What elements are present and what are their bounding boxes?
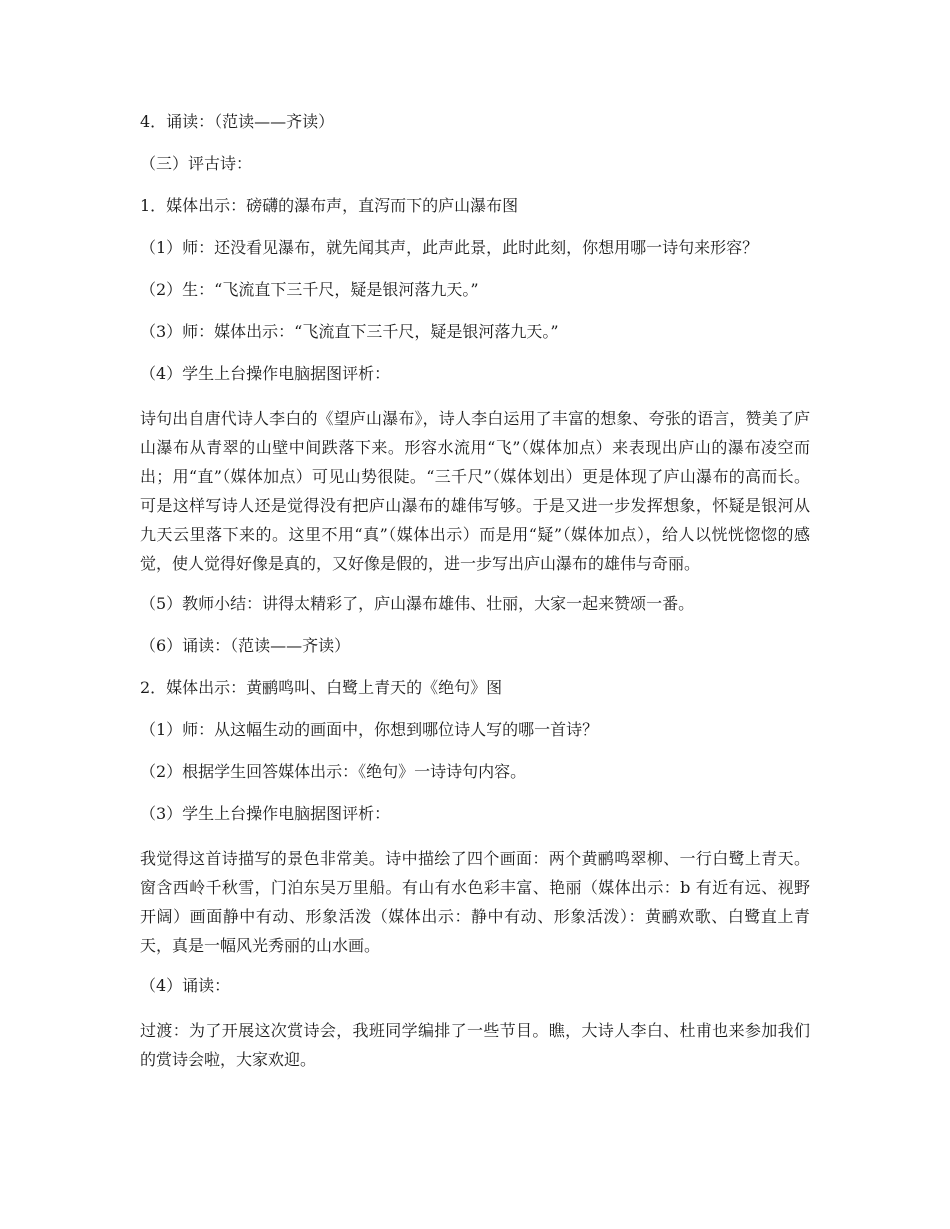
- item-1-6-recite: （6）诵读：（范读——齐读）: [140, 636, 351, 655]
- media-item-1-heading: 1．媒体出示：磅礴的瀑布声，直泻而下的庐山瀑布图: [140, 196, 519, 215]
- item-2-1-teacher-question: （1）师：从这幅生动的画面中，你想到哪位诗人写的哪一首诗？: [140, 720, 599, 739]
- item-1-5-teacher-summary: （5）教师小结：讲得太精彩了，庐山瀑布雄伟、壮丽，大家一起来赞颂一番。: [140, 594, 695, 613]
- item-1-3-teacher-media: （3）师：媒体出示：“飞流直下三千尺，疑是银河落九天。”: [140, 322, 559, 341]
- item-2-4-recite: （4）诵读：: [140, 976, 231, 995]
- section-3-heading: （三）评古诗：: [140, 154, 253, 173]
- transition-paragraph: 过渡：为了开展这次赏诗会，我班同学编排了一些节目。瞧，大诗人李白、杜甫也来参加我们的赏诗会啦，大家欢迎。: [140, 1021, 810, 1069]
- poem-1-analysis-paragraph: 诗句出自唐代诗人李白的《望庐山瀑布》，诗人李白运用了丰富的想象、夸张的语言，赞美了庐山瀑布从青翠的山壁中间跌落下来。形容水流用“飞”（媒体加点）来表现出庐山的瀑布凌空而出；用“直”（媒体加点）可见山势很陡。“三千尺”（媒体划出）更是体现了庐山瀑布的高而长。可是这样写诗人还是觉得没有把庐山瀑布的雄伟写够。于是又进一步发挥想象，怀疑是银河从九天云里落下来的。这里不用“真”（媒体出示）而是用“疑”（媒体加点），给人以恍恍惚惚的感觉，使人觉得好像是真的，又好像是假的，进一步写出庐山瀑布的雄伟与奇丽。: [140, 409, 810, 573]
- item-1-1-teacher-question: （1）师：还没看见瀑布，就先闻其声，此声此景，此时此刻，你想用哪一诗句来形容？: [140, 238, 759, 257]
- item-2-3-student-analysis-heading: （3）学生上台操作电脑据图评析：: [140, 804, 391, 823]
- document-page: [140, 110, 810, 1088]
- item-2-2-media-display: （2）根据学生回答媒体出示：《绝句》一诗诗句内容。: [140, 762, 527, 781]
- item-1-2-student-answer: （2）生：“飞流直下三千尺，疑是银河落九天。”: [140, 280, 479, 299]
- item-1-4-student-analysis-heading: （4）学生上台操作电脑据图评析：: [140, 364, 391, 383]
- poem-2-analysis-paragraph: 我觉得这首诗描写的景色非常美。诗中描绘了四个画面：两个黄鹂鸣翠柳、一行白鹭上青天。窗含西岭千秋雪，门泊东吴万里船。有山有水色彩丰富、艳丽（媒体出示：b 有近有远、视野开阔）画面静中有动、形象活泼（媒体出示：静中有动、形象活泼）：黄鹂欢歌、白鹭直上青天，真是一幅风光秀丽的山水画。: [140, 849, 810, 955]
- step-4-recite: 4．诵读：（范读——齐读）: [140, 112, 335, 131]
- media-item-2-heading: 2．媒体出示：黄鹂鸣叫、白鹭上青天的《绝句》图: [140, 678, 503, 697]
